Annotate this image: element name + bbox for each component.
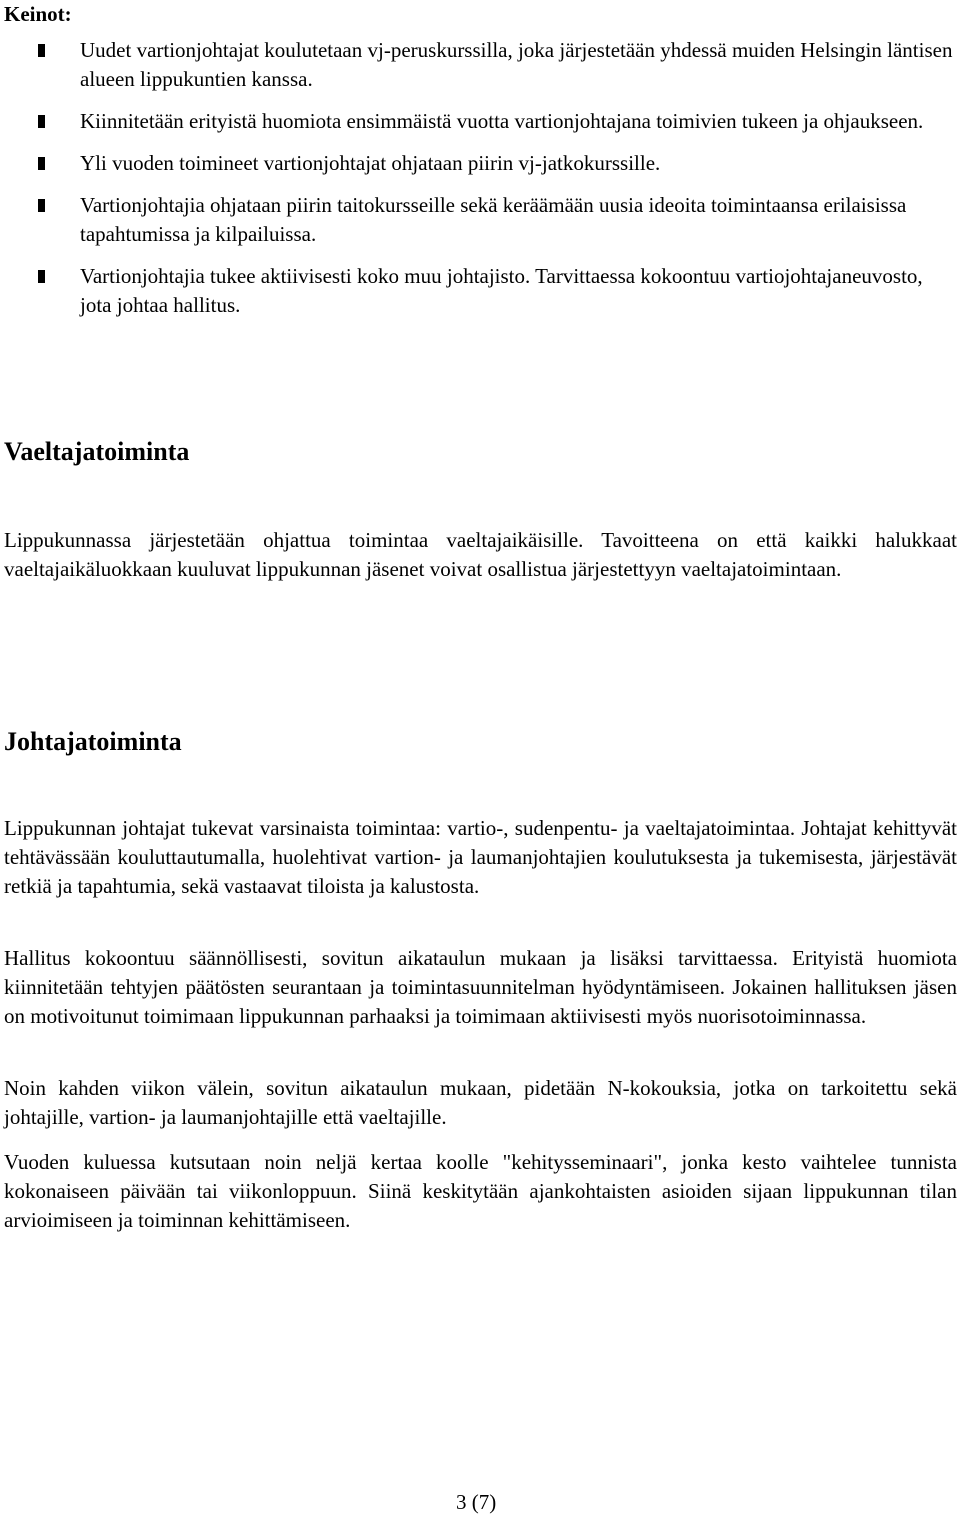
square-bullet-icon: [38, 199, 45, 212]
paragraph-vaeltajatoiminta: Lippukunnassa järjestetään ohjattua toimintaa vaeltajaikäisille. Tavoitteena on että kaikki halukkaat vaeltajaikäluokkaan kuuluvat lippukunnan jäsenet voivat osallistua järjestettyyn vaeltajatoimintaan.: [4, 528, 957, 581]
heading-vaeltajatoiminta: Vaeltajatoiminta: [4, 437, 190, 466]
square-bullet-icon: [38, 115, 45, 128]
square-bullet-icon: [38, 270, 45, 283]
square-bullet-icon: [38, 44, 45, 57]
paragraph-johtajatoiminta-2: Hallitus kokoontuu säännöllisesti, sovitun aikataulun mukaan ja lisäksi tarvittaessa. Erityistä huomiota kiinnitetään tehtyjen päätösten seurantaan ja toimintasuunnitelman hyödyntämiseen. Jokainen hallituksen jäsen on motivoitunut toimimaan lippukunnan parhaaksi ja toimimaan aktiivisesti myös nuorisotoiminnassa.: [4, 946, 957, 1028]
square-bullet-icon: [38, 157, 45, 170]
list-item-text: Yli vuoden toimineet vartionjohtajat ohjataan piirin vj-jatkokurssille.: [80, 151, 661, 175]
list-item-text: Vartionjohtajia ohjataan piirin taitokursseille sekä keräämään uusia ideoita toimintaansa erilaisissa tapahtumissa ja kilpailuissa.: [80, 193, 907, 246]
keinot-list: [4, 36, 957, 333]
list-item: [4, 262, 957, 320]
list-item: [4, 191, 957, 249]
paragraph-johtajatoiminta-1: Lippukunnan johtajat tukevat varsinaista toimintaa: vartio-, sudenpentu- ja vaeltajatoimintaa. Johtajat kehittyvät tehtävässään kouluttautumalla, huolehtivat vartion- ja laumanjohtajien koulutuksesta ja tukemisesta, järjestävät retkiä ja tapahtumia, sekä vastaavat tiloista ja kalustosta.: [4, 816, 957, 898]
list-item: [4, 107, 957, 136]
list-item-text: Uudet vartionjohtajat koulutetaan vj-peruskurssilla, joka järjestetään yhdessä muiden Helsingin läntisen alueen lippukuntien kanssa.: [80, 38, 953, 91]
paragraph-johtajatoiminta-3: Noin kahden viikon välein, sovitun aikataulun mukaan, pidetään N-kokouksia, jotka on tarkoitettu sekä johtajille, vartion- ja laumanjohtajille että vaeltajille.: [4, 1076, 957, 1129]
heading-johtajatoiminta: Johtajatoiminta: [4, 727, 182, 756]
list-item-text: Vartionjohtajia tukee aktiivisesti koko muu johtajisto. Tarvittaessa kokoontuu vartiojohtajaneuvosto, jota johtaa hallitus.: [80, 264, 923, 317]
list-item: [4, 36, 957, 94]
paragraph-johtajatoiminta-4: Vuoden kuluessa kutsutaan noin neljä kertaa koolle "kehitysseminaari", jonka kesto vaihtelee tunnista kokonaiseen päivään tai viikonloppuun. Siinä keskitytään ajankohtaisten asioiden sijaan lippukunnan tilan arvioimiseen ja toiminnan kehittämiseen.: [4, 1150, 957, 1232]
keinot-label: Keinot:: [4, 2, 72, 26]
page-number: 3 (7): [456, 1490, 497, 1514]
list-item-text: Kiinnitetään erityistä huomiota ensimmäistä vuotta vartionjohtajana toimivien tukeen ja ohjaukseen.: [80, 109, 924, 133]
list-item: [4, 149, 957, 178]
